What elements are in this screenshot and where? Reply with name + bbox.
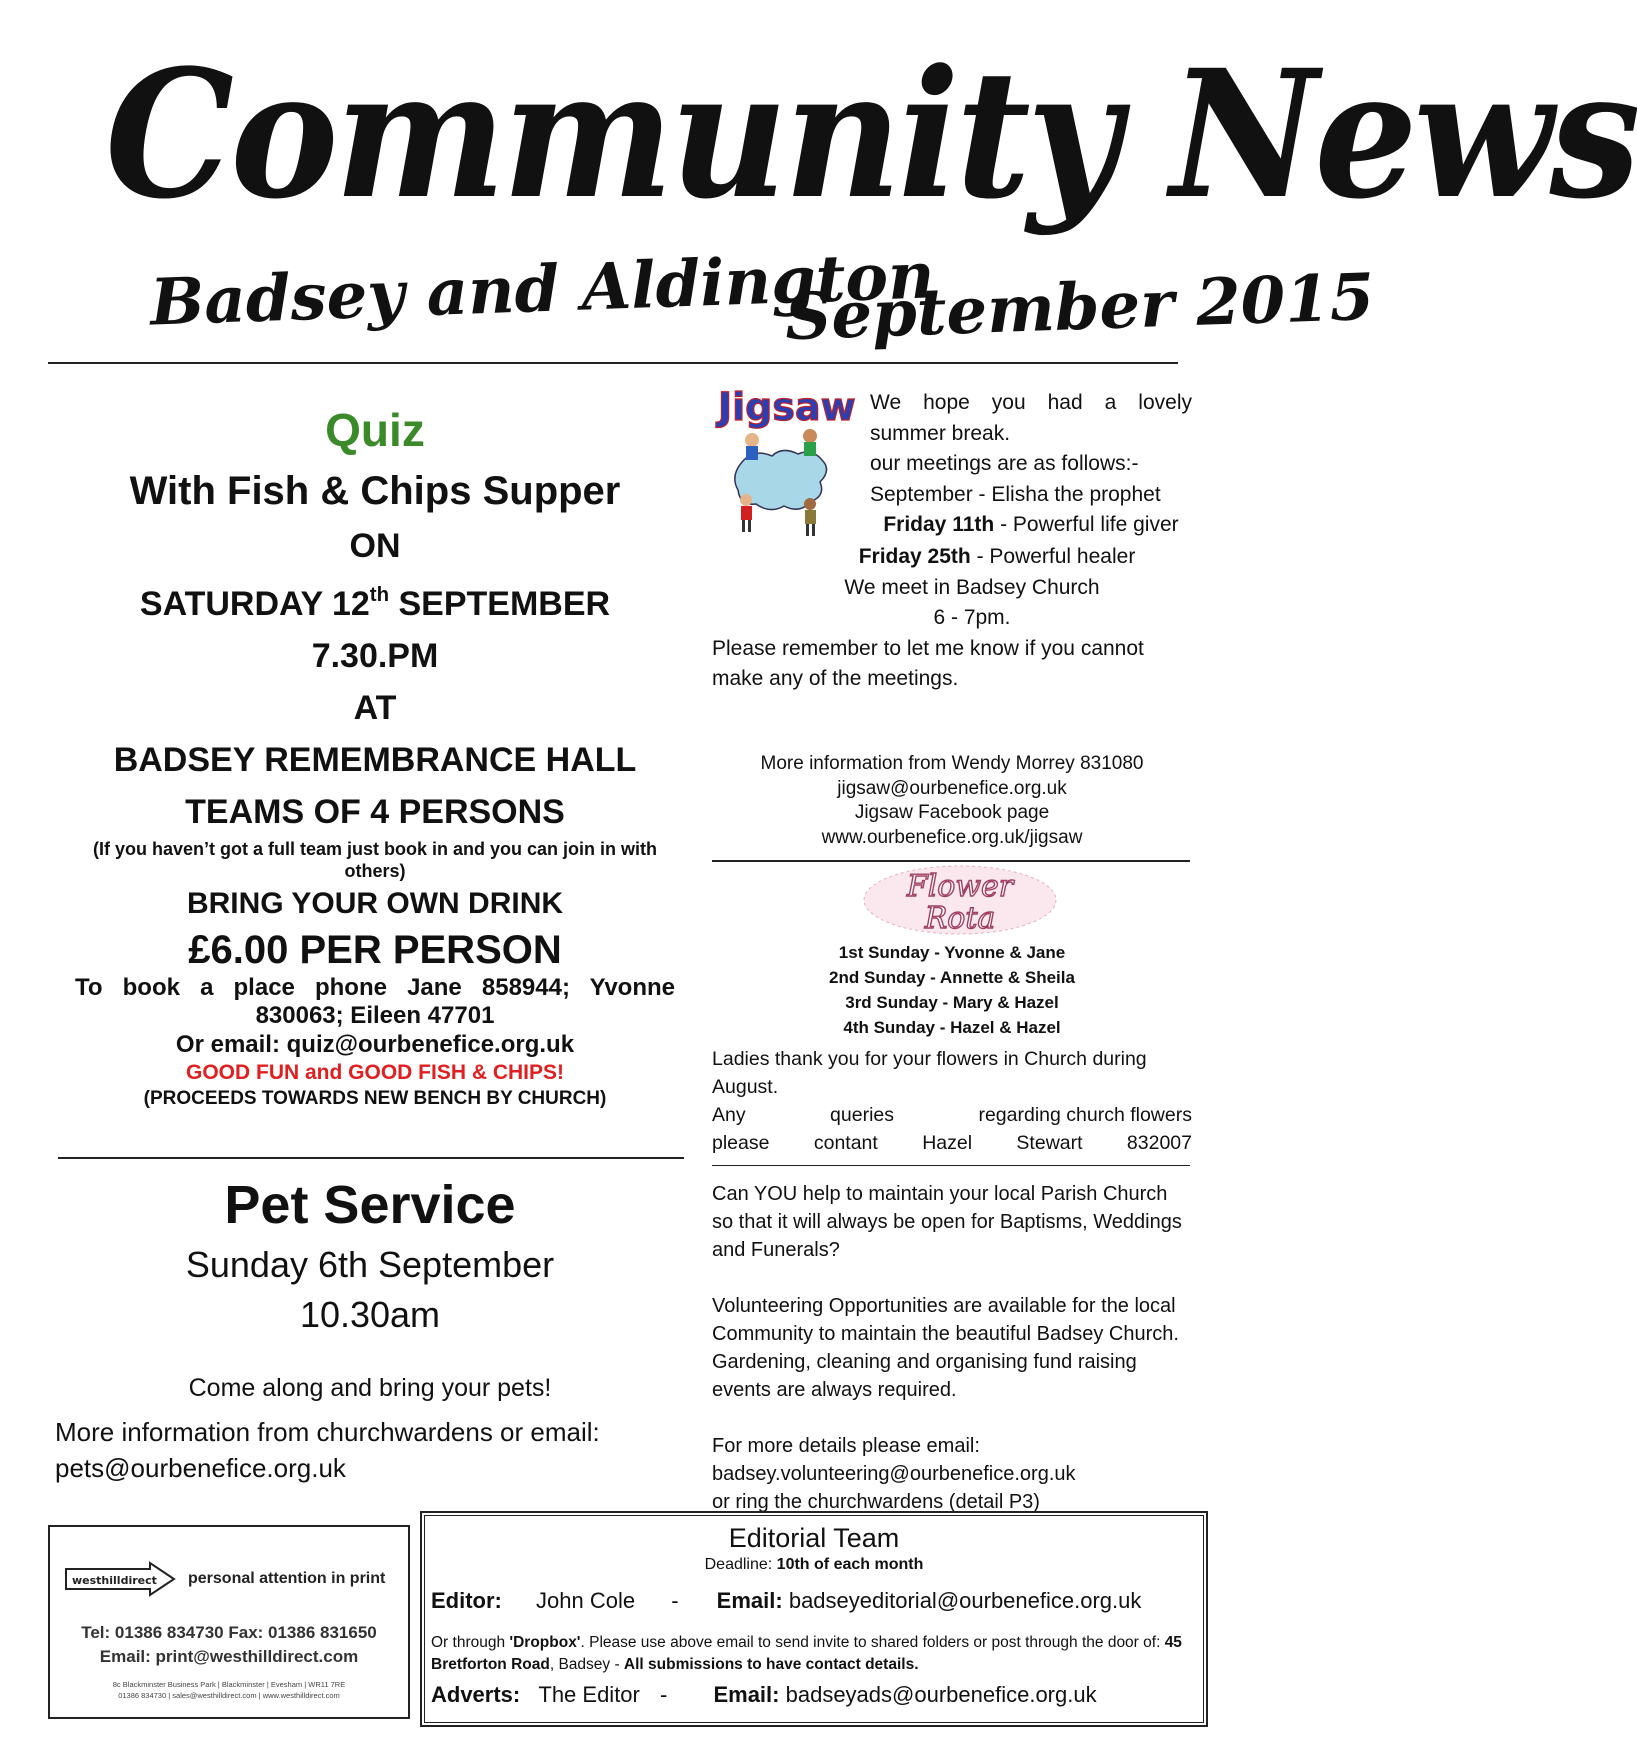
volunteer-p3-3: or ring the churchwardens (detail P3) [712, 1491, 1040, 1513]
printer-phone: Tel: 01386 834730 Fax: 01386 831650 [81, 1623, 377, 1642]
volunteer-p2: Volunteering Opportunities are available for the local Community to maintain the beautiful Badsey Church. Gardening, cleaning and organising fund raising events are always required. [712, 1295, 1179, 1401]
masthead-title: Community News [105, 31, 1637, 238]
jigsaw-month: September - Elisha the prophet [870, 482, 1161, 506]
flower-rota-list [712, 940, 1192, 1040]
flower-queries: Any queries regarding church flowers [712, 1104, 1192, 1126]
printer-arrow-logo-icon [64, 1561, 176, 1597]
flower-contact: please contant Hazel Stewart 832007 [712, 1132, 1192, 1154]
rota-row: 1st Sunday - Yvonne & Jane [838, 943, 1066, 962]
jigsaw-friday-25: Friday 25th - Powerful healer [858, 545, 1136, 568]
quiz-time: 7.30.PM [311, 637, 439, 675]
pet-date: Sunday 6th September [185, 1244, 555, 1285]
jigsaw-intro-2: our meetings are as follows:- [870, 452, 1139, 475]
jigsaw-venue: We meet in Badsey Church [844, 575, 1100, 599]
pet-invite: Come along and bring your pets! [188, 1374, 552, 1402]
quiz-section [55, 398, 695, 1112]
rota-row: 2nd Sunday - Annette & Sheila [829, 968, 1075, 987]
quiz-title: Quiz [325, 404, 425, 456]
editorial-title: Editorial Team [728, 1523, 900, 1553]
jigsaw-friday-11: Friday 11th - Powerful life giver [883, 513, 1179, 536]
jigsaw-website[interactable]: www.ourbenefice.org.uk/jigsaw [821, 826, 1083, 848]
editorial-deadline: Deadline: 10th of each month [704, 1556, 924, 1573]
jigsaw-facebook: Jigsaw Facebook page [854, 802, 1050, 823]
quiz-venue: BADSEY REMEMBRANCE HALL [113, 741, 637, 779]
adverts-email[interactable]: badseyads@ourbenefice.org.uk [785, 1682, 1097, 1707]
rota-row: 3rd Sunday - Mary & Hazel [845, 993, 1059, 1012]
quiz-divider [58, 1157, 684, 1159]
quiz-price: £6.00 PER PERSON [188, 928, 562, 972]
flower-divider [712, 1165, 1190, 1166]
masthead-issue: September 2015 [783, 259, 1376, 356]
pet-section [55, 1170, 685, 1486]
printer-advert [48, 1525, 410, 1719]
jigsaw-details [712, 542, 1192, 695]
flower-thanks: Ladies thank you for your flowers in Church during August. [712, 1048, 1147, 1098]
printer-logo-row [64, 1561, 385, 1597]
quiz-email: Or email: quiz@ourbenefice.org.uk [175, 1031, 575, 1058]
quiz-on: ON [349, 527, 401, 565]
editorial-inner-frame [424, 1515, 1204, 1723]
printer-tagline: personal attention in print [188, 1570, 386, 1587]
quiz-date: SATURDAY 12th SEPTEMBER [139, 584, 611, 623]
editorial-editor-row: Editor: John Cole - Email: badseyeditorial@ourbenefice.org.uk [431, 1588, 1142, 1613]
jigsaw-intro-1: We hope you had a lovely summer break. [870, 391, 1192, 445]
svg-text:westhilldirect: westhilldirect [72, 1574, 157, 1587]
pet-title: Pet Service [224, 1175, 516, 1235]
jigsaw-email[interactable]: jigsaw@ourbenefice.org.uk [837, 777, 1067, 799]
pet-info: More information from churchwardens or email: pets@ourbenefice.org.uk [55, 1417, 600, 1483]
quiz-teams-note: (If you haven’t got a full team just book in and you can join in with others) [92, 839, 658, 881]
quiz-teams: TEAMS OF 4 PERSONS [185, 793, 565, 831]
quiz-phone: To book a place phone Jane 858944; Yvonne 830063; Eileen 47701 [75, 974, 675, 1029]
quiz-subtitle: With Fish & Chips Supper [129, 469, 621, 513]
volunteer-p1: Can YOU help to maintain your local Parish Church so that it will always be open for Baptisms, Weddings and Funerals? [712, 1183, 1182, 1261]
quiz-drink: BRING YOUR OWN DRINK [186, 887, 564, 920]
svg-text:Rota: Rota [924, 901, 996, 936]
editorial-adverts-row: Adverts: The Editor - Email: badseyads@ourbenefice.org.uk [431, 1682, 1097, 1707]
quiz-fun: GOOD FUN and GOOD FISH & CHIPS! [185, 1061, 564, 1084]
quiz-at: AT [353, 689, 397, 727]
jigsaw-remember: Please remember to let me know if you cannot make any of the meetings. [712, 636, 1144, 690]
editor-email[interactable]: badseyeditorial@ourbenefice.org.uk [788, 1588, 1142, 1613]
rota-row: 4th Sunday - Hazel & Hazel [843, 1018, 1061, 1037]
jigsaw-more-info [712, 752, 1192, 850]
pet-time: 10.30am [299, 1294, 441, 1335]
jigsaw-more-1: More information from Wendy Morrey 831080 [760, 753, 1144, 774]
jigsaw-intro [870, 388, 1192, 541]
volunteer-p3-1: For more details please email: [712, 1435, 980, 1457]
printer-contacts: 01386 834730 | sales@westhilldirect.com | www.westhilldirect.com [118, 1691, 340, 1700]
quiz-proceeds: (PROCEEDS TOWARDS NEW BENCH BY CHURCH) [143, 1088, 607, 1109]
flower-rota-notes [712, 1045, 1192, 1157]
editorial-team-box [420, 1511, 1208, 1727]
svg-text:Flower: Flower [906, 869, 1014, 904]
printer-address: 8c Blackminster Business Park | Blackminster | Evesham | WR11 7RE [112, 1680, 346, 1689]
volunteer-section [712, 1180, 1192, 1516]
masthead-divider [48, 362, 1178, 364]
svg-text:Jigsaw: Jigsaw [718, 385, 856, 429]
editorial-note: Or through 'Dropbox'. Please use above email to send invite to shared folders or post through the door of: 45 Bretforton Road, Badsey - All submissions to have contact details. [431, 1634, 1182, 1673]
masthead-place: Badsey and Aldington [148, 238, 936, 341]
jigsaw-logo-icon [712, 382, 864, 542]
volunteer-email[interactable]: badsey.volunteering@ourbenefice.org.uk [712, 1463, 1076, 1485]
printer-email[interactable]: Email: print@westhilldirect.com [99, 1647, 359, 1666]
flower-rota-logo-icon [860, 862, 1060, 938]
jigsaw-time: 6 - 7pm. [933, 606, 1011, 629]
